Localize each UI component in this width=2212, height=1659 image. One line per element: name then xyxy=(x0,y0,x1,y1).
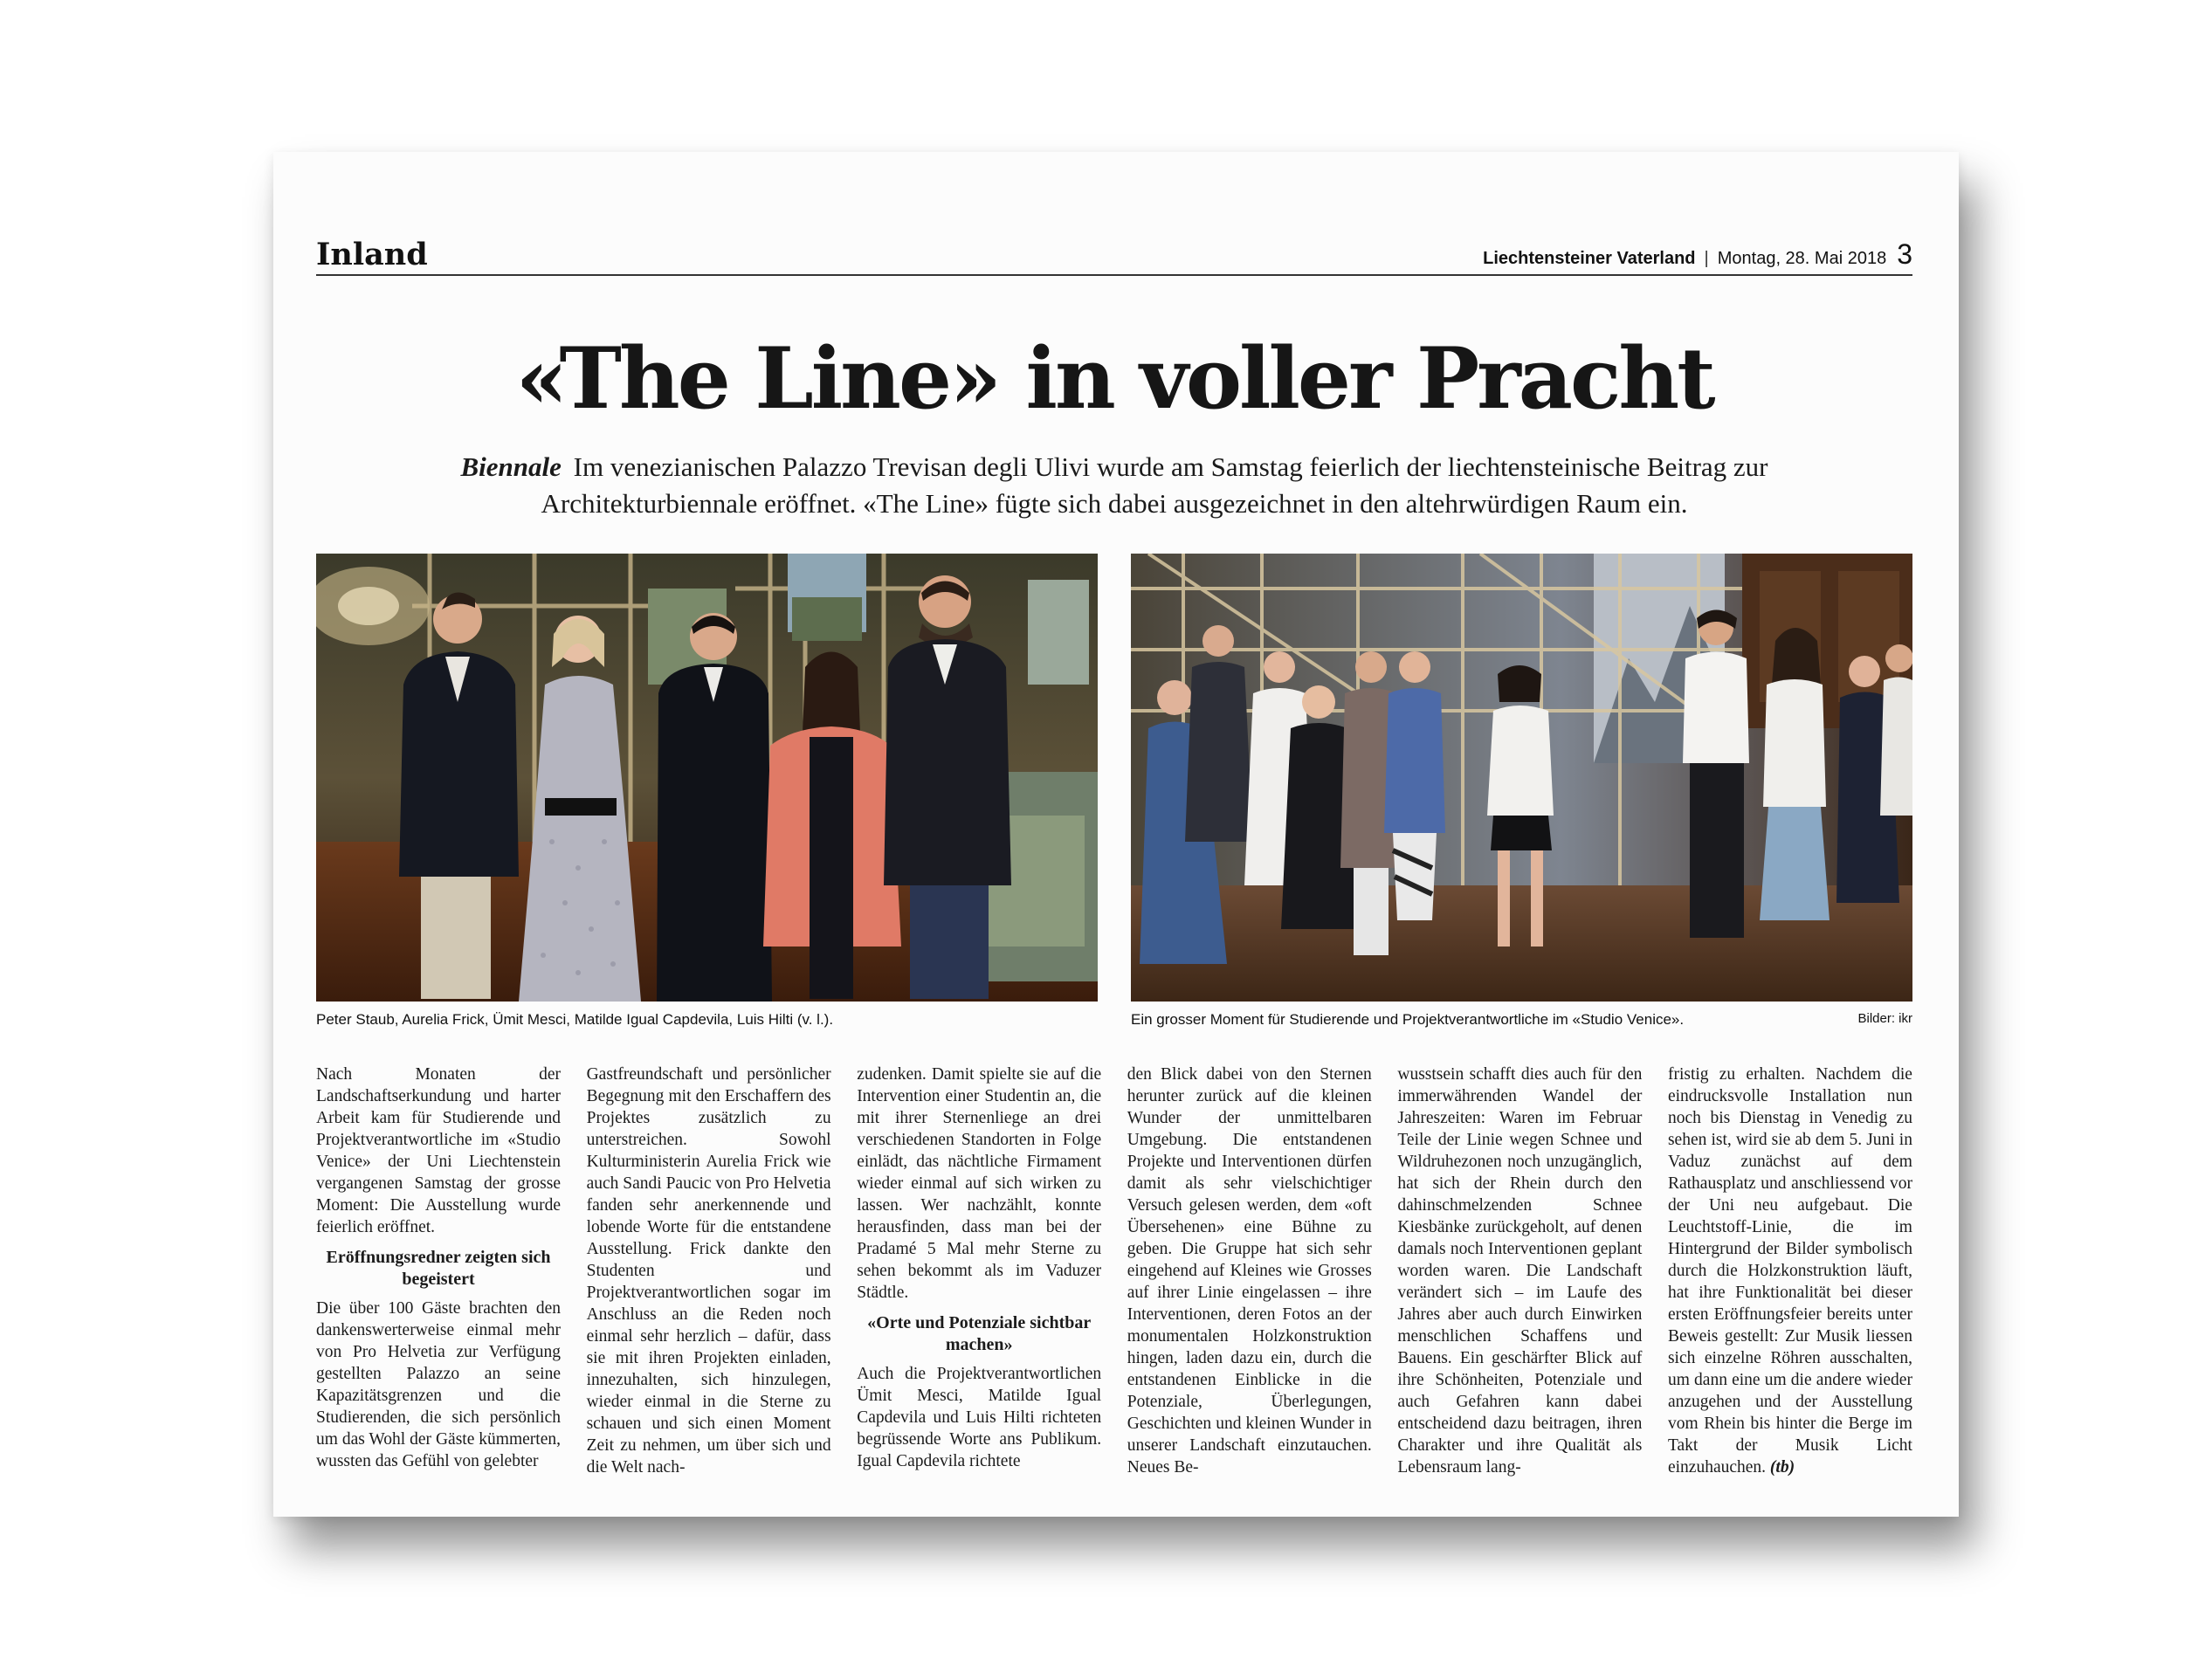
body-paragraph: zudenken. Damit spielte sie auf die Intervention einer Studentin an, die mit ihrer Sternenliege an drei verschiedenen Standorten in Folge einlädt, das nächtliche Firmament wieder einmal auf sich wirken zu lassen. Wer nachzählt, konnte herausfinden, dass man bei der Pradamé 5 Mal mehr Sterne zu sehen bekommt als im Vaduzer Städtle. xyxy=(857,1065,1102,1302)
photo-credit: Bilder: ikr xyxy=(1857,1011,1912,1026)
section-title: Inland xyxy=(316,237,428,272)
crowd-photo xyxy=(1131,554,1912,1002)
headline: «The Line» in voller Pracht xyxy=(515,329,1713,428)
subheading: «Orte und Potenziale sichtbar machen» xyxy=(867,1313,1092,1354)
masthead-separator: | xyxy=(1704,249,1709,268)
page-content xyxy=(316,231,1912,1478)
text-column-6 xyxy=(1668,1064,1912,1478)
page-header xyxy=(316,231,1912,274)
header-rule xyxy=(316,274,1912,276)
text-column-2 xyxy=(587,1064,831,1478)
text-column-3 xyxy=(857,1064,1101,1478)
body-paragraph: wusstsein schafft dies auch für den immerwährenden Wandel der Jahreszeiten: Waren im Februar Teile der Linie wegen Schnee und Wildruhezonen noch unzugänglich, hat sich der Rhein durch den dahinschmelzenden Schnee Kiesbänke zurückgeholt, auf denen damals noch Interventionen geplant worden waren. Die Landschaft verändert sich – im Laufe des Jahres aber auch durch Einwirken menschlichen Schaffens und Bauens. Ein geschärfter Blick auf ihre Schönheiten, Potenziale und auch Gefahren kann dabei entscheidend dazu beitragen, ihren Charakter und ihre Qualität als Lebensraum lang- xyxy=(1397,1065,1643,1477)
body-paragraph: Nach Monaten der Landschaftserkundung und harter Arbeit kam für Studierende und Projektverantwortliche im «Studio Venice» der Uni Liechtenstein vergangenen Samstag der grosse Moment: Die Ausstellung wurde feierlich eröffnet. xyxy=(316,1065,561,1236)
text-column-4 xyxy=(1127,1064,1372,1478)
kicker: Biennale xyxy=(460,451,562,482)
group-portrait-photo xyxy=(316,554,1098,1002)
photo-row xyxy=(316,554,1912,1043)
body-paragraph: den Blick dabei von den Sternen herunter zurück auf die kleinen Wunder der unmittelbaren Umgebung. Die entstandenen Projekte und Interventionen dürfen damit als sehr vielschichtiger Versuch gelesen werden, dem «oft Übersehenen» eine Bühne zu geben. Die Gruppe hat sich sehr eingehend auf Kleines wie Grosses auf ihrer Linie eingelassen – ihre Interventionen, deren Fotos an der monumentalen Holzkonstruktion hingen, laden dazu ein, durch die entstandenen Einblicke in die Potenziale, Überlegungen, Geschichten und kleinen Wunder in unserer Landschaft einzutauchen. Neues Be- xyxy=(1127,1065,1372,1477)
photo-1-caption: Peter Staub, Aurelia Frick, Ümit Mesci, Matilde Igual Capdevila, Luis Hilti (v. l.). xyxy=(316,1011,834,1028)
text-column-1 xyxy=(316,1064,561,1478)
article-body xyxy=(316,1064,1912,1478)
masthead xyxy=(1483,238,1912,271)
text-column-5 xyxy=(1397,1064,1642,1478)
body-paragraph: Auch die Projektverantwortlichen Ümit Mesci, Matilde Igual Capdevila und Luis Hilti richteten begrüssende Worte ans Publikum. Igual Capdevila richtete xyxy=(857,1365,1102,1470)
lead-text: Im venezianischen Palazzo Trevisan degli Ulivi wurde am Samstag feierlich der liechtensteinische Beitrag zur Architekturbiennale eröffnet. «The Line» fügte sich dabei ausgezeichnet in den altehrwürdigen Raum ein. xyxy=(541,451,1768,519)
page-number: 3 xyxy=(1897,238,1912,270)
subheading: Eröffnungsredner zeigten sich begeistert xyxy=(326,1248,551,1289)
final-paragraph-text: fristig zu erhalten. Nachdem die eindrucksvolle Installation nun noch bis Dienstag in Venedig zu sehen ist, wird sie ab dem 5. Juni in Vaduz zunächst auf dem Rathausplatz und anschliessend vor der Uni neu aufgebaut. Die Leuchtstoff-Linie, die im Hintergrund der Bilder symbolisch durch die Holzkonstruktion läuft, hat ihre Funktionalität bei dieser ersten Eröffnungsfeier bereits unter Beweis gestellt: Zur Musik liessen sich einzelne Röhren ausschalten, um dann eine um die andere wieder anzugehen und der Ausstellung vom Rhein bis hinter die Berge im Takt der Musik Licht einzuhauchen. xyxy=(1667,1065,1912,1477)
issue-date: Montag, 28. Mai 2018 xyxy=(1717,249,1887,268)
photo-2-caption: Ein grosser Moment für Studierende und Projektverantwortliche im «Studio Venice». xyxy=(1131,1011,1685,1028)
lead-paragraph xyxy=(420,449,1809,522)
body-paragraph: Die über 100 Gäste brachten den dankenswerterweise einmal mehr von Pro Helvetia zur Verfügung gestellten Palazzo an seine Kapazitätsgrenzen und die Studierenden, die sich persönlich um das Wohl der Gäste kümmerten, wussten das Gefühl von gelebter xyxy=(316,1299,561,1470)
body-paragraph xyxy=(1668,1064,1912,1478)
newspaper-name: Liechtensteiner Vaterland xyxy=(1483,249,1696,268)
author-signature: (tb) xyxy=(1769,1458,1795,1477)
newspaper-page xyxy=(273,152,1959,1517)
body-paragraph: Gastfreundschaft und persönlicher Begegnung mit den Erschaffern des Projektes zusätzlich zu unterstreichen. Sowohl Kulturministerin Aurelia Frick wie auch Sandi Paucic von Pro Helvetia fanden sehr anerkennende und lobende Worte für die entstandene Ausstellung. Frick dankte den Studenten und Projektverantwortlichen sogar im Anschluss an die Reden noch einmal sehr herzlich – dafür, dass sie mit ihren Projekten einladen, innezuhalten, sich hinzulegen, wieder einmal in die Sterne zu schauen und sich einen Moment Zeit zu nehmen, um über sich und die Welt nach- xyxy=(586,1065,831,1477)
